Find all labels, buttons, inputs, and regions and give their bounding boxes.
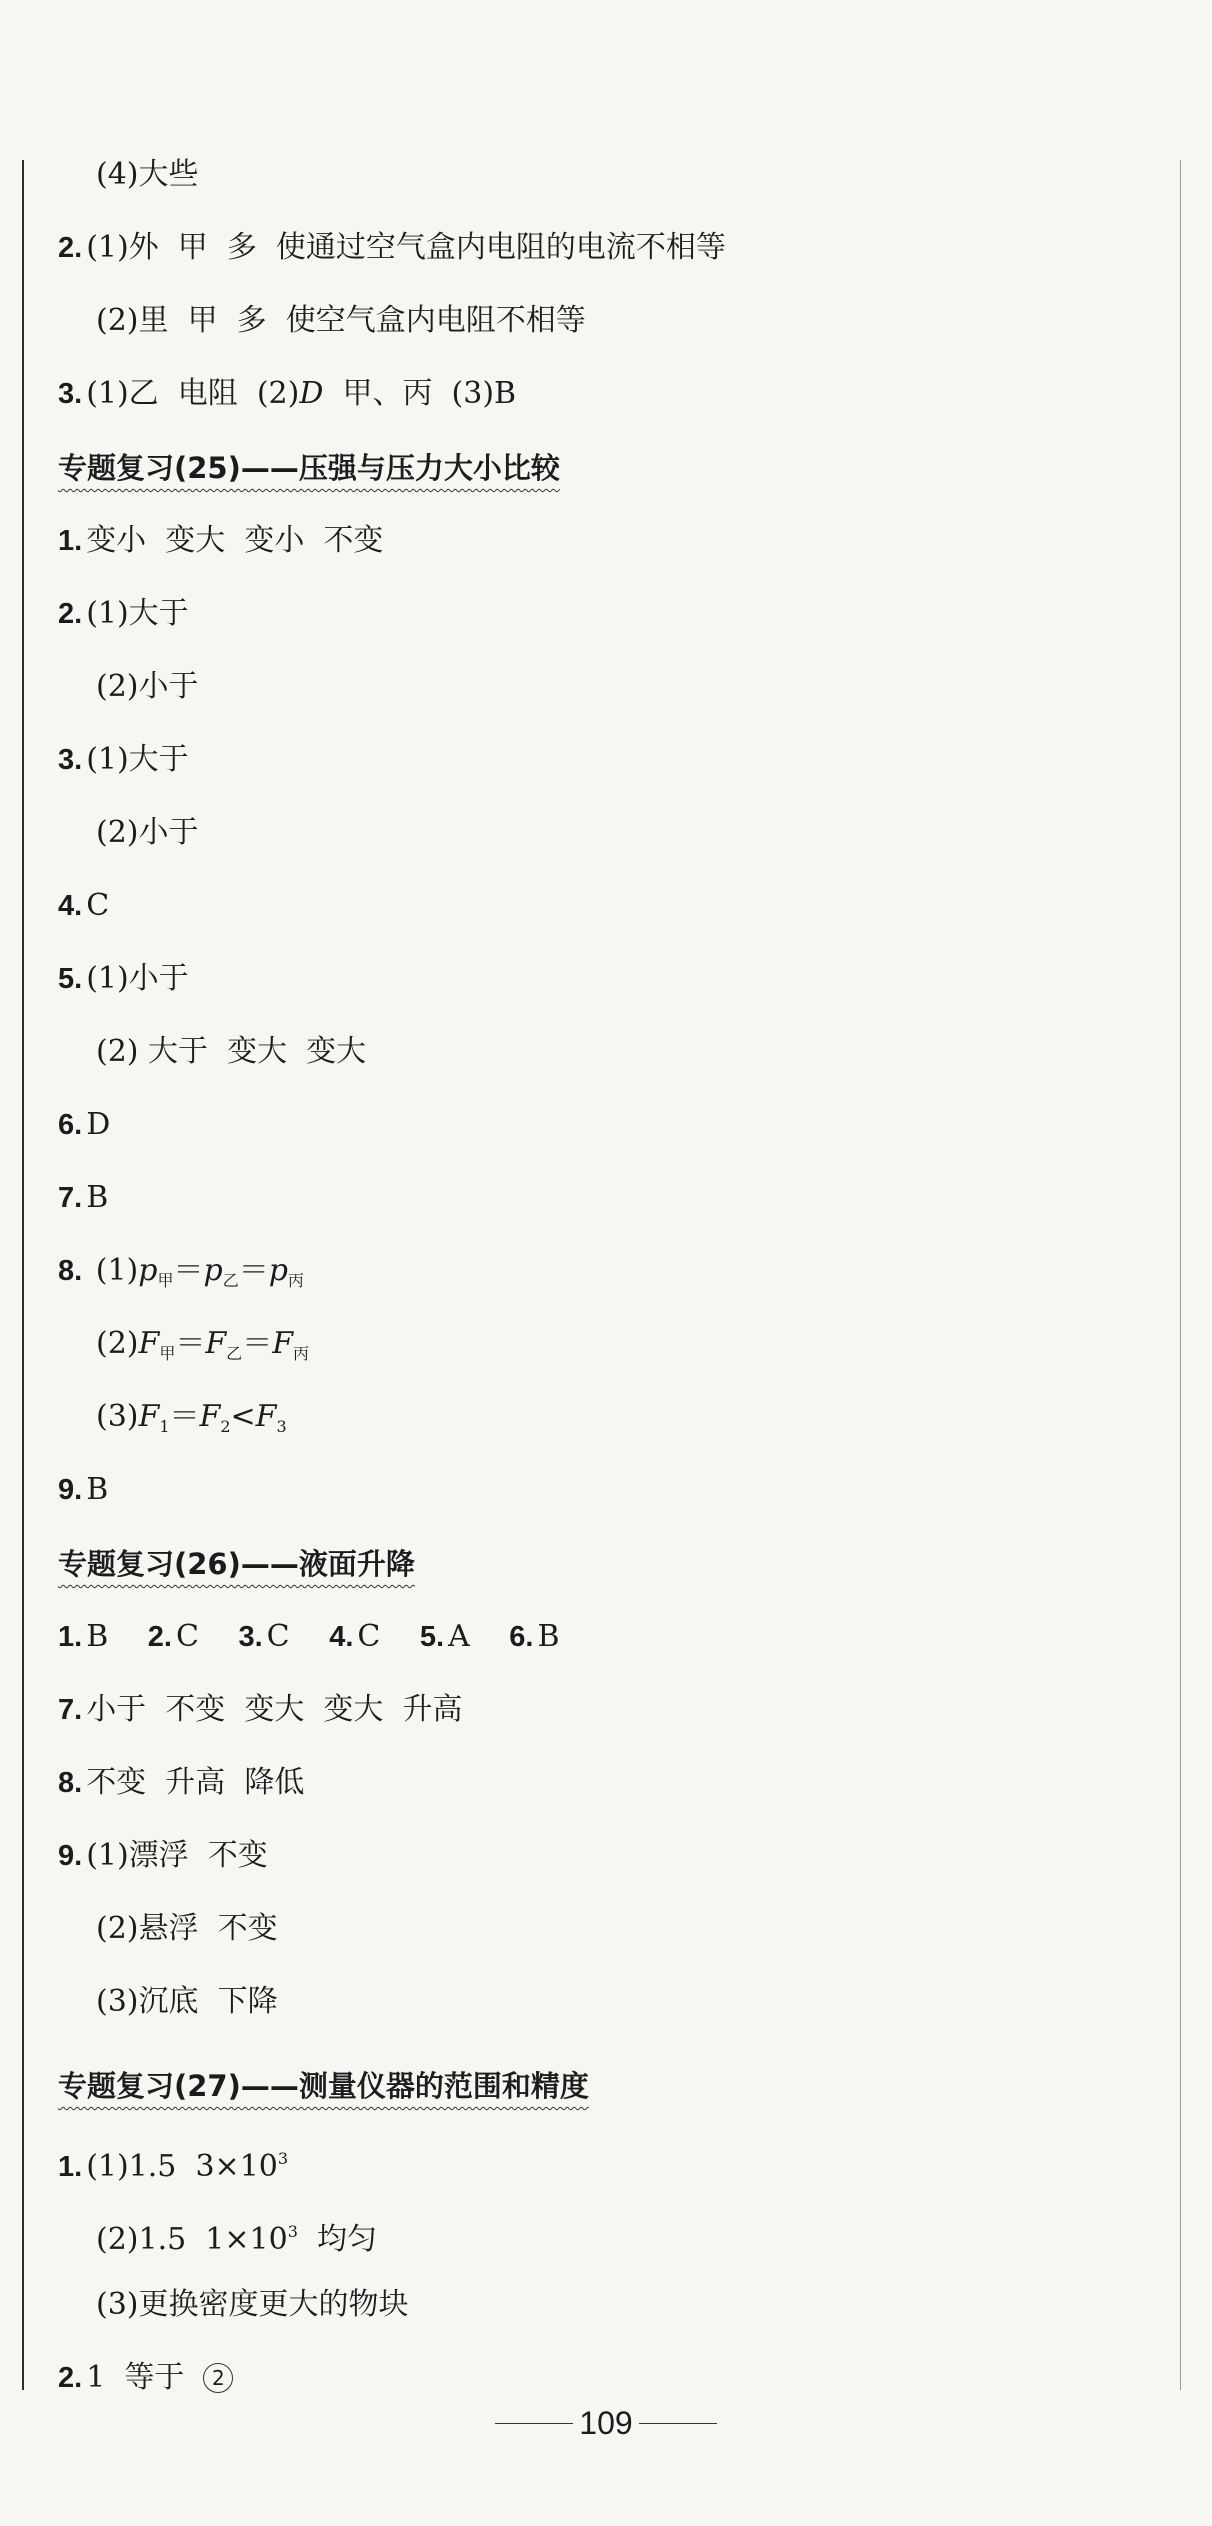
question-number: 3. bbox=[58, 378, 83, 410]
question-number: 8. bbox=[58, 1767, 83, 1799]
question-number: 1. bbox=[58, 525, 83, 557]
answer-text: B bbox=[86, 1619, 109, 1654]
answer-line bbox=[96, 150, 199, 200]
footer-rule-right bbox=[639, 2423, 717, 2424]
math-subscript: 2 bbox=[220, 1417, 231, 1436]
answer-text: 小于 不变 变大 变大 升高 bbox=[86, 1692, 463, 1727]
answer-line bbox=[58, 516, 383, 566]
answer-line bbox=[58, 1100, 110, 1150]
answer-line bbox=[58, 1685, 462, 1735]
question-number: 2. bbox=[147, 1621, 172, 1653]
math-subscript: 甲 bbox=[159, 1344, 176, 1363]
answer-text: (4)大些 bbox=[96, 157, 199, 192]
math-symbol: p bbox=[268, 1253, 288, 1288]
answer-text: (2)悬浮 不变 bbox=[96, 1911, 278, 1946]
answer-text: (1)外 甲 多 使通过空气盒内电阻的电流不相等 bbox=[86, 230, 726, 265]
question-number: 6. bbox=[58, 1109, 83, 1141]
answer-text: B bbox=[86, 1180, 109, 1215]
page-footer bbox=[0, 2405, 1212, 2442]
question-number: 1. bbox=[58, 1621, 83, 1653]
answer-line bbox=[96, 1904, 278, 1954]
answer-text: (1)大于 bbox=[86, 596, 189, 631]
answer-text: A bbox=[448, 1619, 470, 1654]
answer-text: 1 等于 bbox=[86, 2360, 204, 2395]
math-symbol: F bbox=[205, 1326, 227, 1361]
left-margin-rule bbox=[22, 160, 24, 2390]
answer-text: (2)1.5 1×10 bbox=[96, 2222, 288, 2257]
math-symbol: F bbox=[255, 1399, 277, 1434]
answer-line bbox=[58, 735, 189, 785]
question-number: 3. bbox=[58, 744, 83, 776]
answer-line bbox=[96, 1392, 287, 1442]
question-number: 8. bbox=[58, 1255, 83, 1287]
answer-line bbox=[58, 881, 109, 931]
math-operator: ＝ bbox=[242, 1326, 273, 1361]
answer-text: (3) bbox=[96, 1399, 139, 1434]
answer-text: (1)大于 bbox=[86, 742, 189, 777]
question-number: 9. bbox=[58, 1840, 83, 1872]
math-subscript: 乙 bbox=[222, 1271, 239, 1290]
answer-line bbox=[96, 808, 199, 858]
question-number: 6. bbox=[509, 1621, 534, 1653]
question-number: 5. bbox=[419, 1621, 445, 1653]
answer-text: (3)沉底 下降 bbox=[96, 1984, 278, 2019]
question-number: 4. bbox=[58, 890, 83, 922]
math-symbol: p bbox=[138, 1253, 158, 1288]
circled-number: 2 bbox=[203, 2363, 233, 2393]
page-number: 109 bbox=[579, 2405, 633, 2441]
answer-line bbox=[58, 2353, 233, 2403]
answer-line bbox=[96, 1027, 366, 1077]
math-symbol: F bbox=[138, 1399, 160, 1434]
math-operator: ＝ bbox=[238, 1253, 269, 1288]
math-operator: < bbox=[230, 1399, 256, 1434]
math-operator: ＝ bbox=[175, 1326, 206, 1361]
answer-text: D bbox=[299, 376, 324, 411]
answer-line bbox=[58, 369, 516, 419]
math-subscript: 1 bbox=[159, 1417, 170, 1436]
answer-line bbox=[58, 954, 189, 1004]
question-number: 2. bbox=[58, 598, 83, 630]
answer-line bbox=[58, 1465, 108, 1515]
answer-text: (2) 大于 变大 变大 bbox=[96, 1034, 367, 1069]
answer-line bbox=[58, 1173, 108, 1223]
answer-text: (1)小于 bbox=[86, 961, 189, 996]
answer-text: 不变 升高 降低 bbox=[86, 1765, 305, 1800]
answer-text: (2)里 甲 多 使空气盒内电阻不相等 bbox=[96, 303, 586, 338]
answer-text: (2) bbox=[96, 1326, 139, 1361]
answer-line bbox=[96, 1319, 309, 1369]
answer-text: 变小 变大 变小 不变 bbox=[86, 523, 384, 558]
math-symbol: p bbox=[203, 1253, 223, 1288]
answer-text: (3)更换密度更大的物块 bbox=[96, 2287, 409, 2322]
math-subscript: 3 bbox=[276, 1417, 287, 1436]
answer-line bbox=[96, 662, 199, 712]
answer-line bbox=[58, 589, 189, 639]
question-number: 7. bbox=[58, 1694, 83, 1726]
answer-text: (1)漂浮 不变 bbox=[86, 1838, 268, 1873]
question-number: 5. bbox=[58, 963, 83, 995]
answer-text: C bbox=[175, 1619, 199, 1654]
answer-line bbox=[58, 1831, 268, 1881]
footer-rule-left bbox=[495, 2423, 573, 2424]
answer-text: (1)1.5 3×10 bbox=[86, 2149, 278, 2184]
math-operator: ＝ bbox=[169, 1399, 200, 1434]
question-number: 2. bbox=[58, 2362, 83, 2394]
question-number: 7. bbox=[58, 1182, 83, 1214]
answer-line bbox=[58, 1246, 304, 1296]
question-number: 1. bbox=[58, 2151, 83, 2183]
answer-line bbox=[96, 2207, 377, 2257]
answer-text: (2)小于 bbox=[96, 669, 199, 704]
math-subscript: 乙 bbox=[226, 1344, 243, 1363]
question-number: 4. bbox=[329, 1621, 354, 1653]
answer-line bbox=[96, 2280, 409, 2330]
math-subscript: 丙 bbox=[287, 1271, 304, 1290]
section-heading bbox=[58, 2061, 589, 2111]
math-subscript: 丙 bbox=[293, 1344, 310, 1363]
section-title: 专题复习(25)——压强与压力大小比较 bbox=[58, 451, 560, 485]
answer-line bbox=[58, 1612, 560, 1662]
math-operator: ＝ bbox=[173, 1253, 204, 1288]
answer-text: B bbox=[86, 1472, 109, 1507]
math-symbol: F bbox=[199, 1399, 221, 1434]
answer-text: C bbox=[357, 1619, 381, 1654]
answer-line bbox=[58, 2134, 288, 2184]
answer-line bbox=[58, 223, 726, 273]
answer-text: 甲、丙 (3)B bbox=[323, 376, 517, 411]
right-margin-rule bbox=[1180, 160, 1181, 2390]
math-symbol: F bbox=[138, 1326, 160, 1361]
answer-text: B bbox=[537, 1619, 560, 1654]
section-title: 专题复习(27)——测量仪器的范围和精度 bbox=[58, 2069, 589, 2103]
answer-line bbox=[96, 1977, 278, 2027]
question-number: 3. bbox=[238, 1621, 263, 1653]
answer-text: (1) bbox=[95, 1253, 139, 1288]
section-heading bbox=[58, 443, 560, 493]
math-exponent: 3 bbox=[277, 2149, 289, 2168]
section-heading bbox=[58, 1539, 415, 1589]
answer-text: (1)乙 电阻 (2) bbox=[86, 376, 300, 411]
math-symbol: F bbox=[272, 1326, 294, 1361]
math-exponent: 3 bbox=[287, 2222, 298, 2241]
answer-line bbox=[96, 296, 586, 346]
answer-line bbox=[58, 1758, 304, 1808]
answer-text: (2)小于 bbox=[96, 815, 199, 850]
question-number: 2. bbox=[58, 232, 83, 264]
math-subscript: 甲 bbox=[157, 1271, 174, 1290]
answer-text: C bbox=[266, 1619, 290, 1654]
answer-text: 均匀 bbox=[297, 2222, 377, 2257]
answer-text: C bbox=[86, 888, 110, 923]
section-title: 专题复习(26)——液面升降 bbox=[58, 1547, 415, 1581]
answer-text: D bbox=[86, 1107, 111, 1142]
question-number: 9. bbox=[58, 1474, 83, 1506]
